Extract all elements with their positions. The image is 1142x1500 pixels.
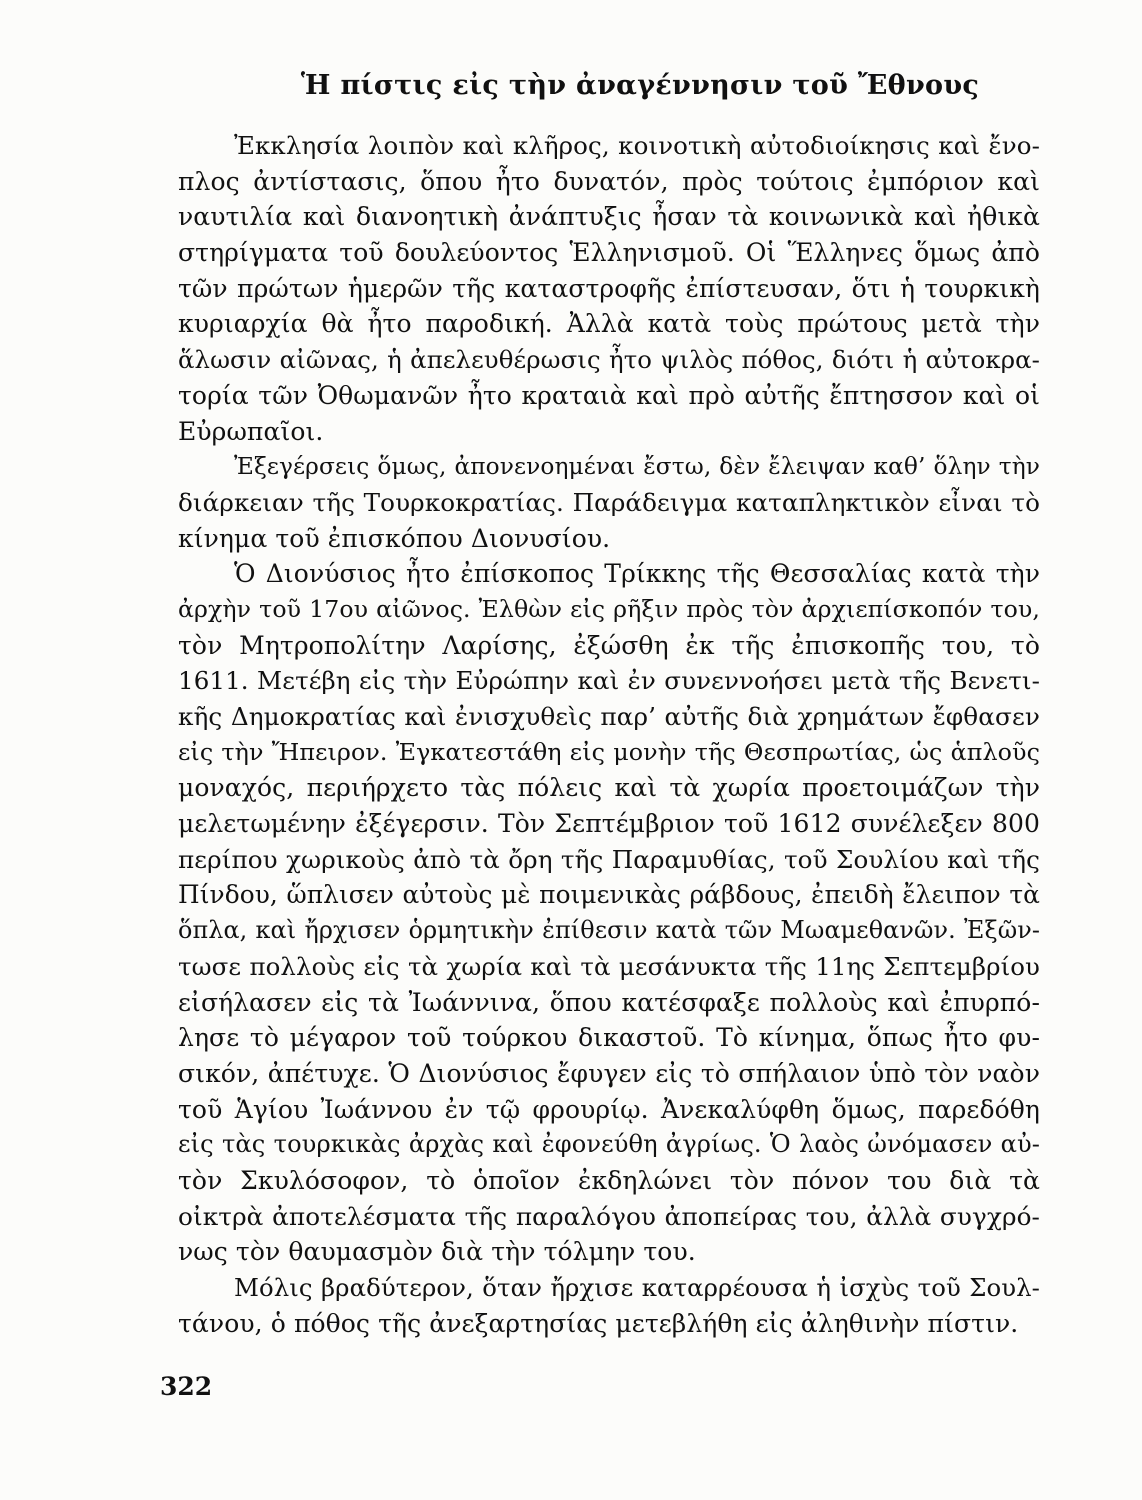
text-line: Εὐρωπαῖοι.: [178, 416, 324, 446]
text-line: εἰς τὰς τουρκικὰς ἀρχὰς καὶ ἐφονεύθη ἀγρίως. Ὁ λαὸς ὠνόμασεν αὐ-: [178, 1130, 1040, 1159]
page-title: Ἡ πίστις εἰς τὴν ἀναγέννησιν τοῦ Ἔθνους: [300, 70, 980, 101]
text-line: κίνημα τοῦ ἐπισκόπου Διονυσίου.: [178, 523, 611, 553]
text-line: πλος ἀντίστασις, ὅπου ἦτο δυνατόν, πρὸς τούτοις ἐμπόριον καὶ: [178, 166, 1040, 196]
text-line: Μόλις βραδύτερον, ὅταν ἤρχισε καταρρέουσα ἡ ἰσχὺς τοῦ Σουλ-: [234, 1273, 1040, 1302]
body-text: [178, 128, 1040, 1341]
text-line: ἅλωσιν αἰῶνας, ἡ ἀπελευθέρωσις ἦτο ψιλὸς πόθος, διότι ἡ αὐτοκρα-: [178, 345, 1040, 375]
text-line: ἀρχὴν τοῦ 17ου αἰῶνος. Ἐλθὼν εἰς ρῆξιν πρὸς τὸν ἀρχιεπίσκοπόν του,: [178, 594, 1040, 623]
page-number: 322: [160, 1372, 213, 1401]
text-line: τορία τῶν Ὀθωμανῶν ἦτο κραταιὰ καὶ πρὸ αὐτῆς ἔπτησσον καὶ οἱ: [178, 380, 1040, 410]
text-line: περίπου χωρικοὺς ἀπὸ τὰ ὄρη τῆς Παραμυθίας, τοῦ Σουλίου καὶ τῆς: [178, 844, 1040, 874]
text-line: μοναχός, περιήρχετο τὰς πόλεις καὶ τὰ χωρία προετοιμάζων τὴν: [178, 773, 1040, 803]
text-line: τάνου, ὁ πόθος τῆς ἀνεξαρτησίας μετεβλήθη εἰς ἀληθινὴν πίστιν.: [178, 1308, 1019, 1338]
text-line: τῶν πρώτων ἡμερῶν τῆς καταστροφῆς ἐπίστευσαν, ὅτι ἡ τουρκικὴ: [178, 273, 1040, 303]
text-line: διάρκειαν τῆς Τουρκοκρατίας. Παράδειγμα καταπληκτικὸν εἶναι τὸ: [178, 487, 1040, 517]
text-line: Ὁ Διονύσιος ἦτο ἐπίσκοπος Τρίκκης τῆς Θεσσαλίας κατὰ τὴν: [234, 559, 1040, 589]
text-line: Πίνδου, ὥπλισεν αὐτοὺς μὲ ποιμενικὰς ράβδους, ἐπειδὴ ἔλειπον τὰ: [178, 880, 1040, 910]
text-line: κῆς Δημοκρατίας καὶ ἐνισχυθεὶς παρ’ αὐτῆς διὰ χρημάτων ἔφθασεν: [178, 702, 1040, 731]
text-line: στηρίγματα τοῦ δουλεύοντος Ἑλληνισμοῦ. Οἱ Ἕλληνες ὅμως ἀπὸ: [178, 238, 1040, 268]
text-line: οἰκτρὰ ἀποτελέσματα τῆς παραλόγου ἀποπείρας του, ἀλλὰ συγχρό-: [178, 1201, 1040, 1231]
text-line: εἰς τὴν Ἤπειρον. Ἐγκατεστάθη εἰς μονὴν τῆς Θεσπρωτίας, ὡς ἁπλοῦς: [178, 737, 1040, 766]
text-line: ὅπλα, καὶ ἤρχισεν ὁρμητικὴν ἐπίθεσιν κατὰ τῶν Μωαμεθανῶν. Ἐξῶν-: [178, 916, 1040, 945]
text-line: εἰσήλασεν εἰς τὰ Ἰωάννινα, ὅπου κατέσφαξε πολλοὺς καὶ ἐπυρπό-: [178, 987, 1040, 1017]
text-line: ναυτιλία καὶ διανοητικὴ ἀνάπτυξις ἦσαν τὰ κοινωνικὰ καὶ ἠθικὰ: [178, 202, 1040, 232]
text-line: Ἐκκλησία λοιπὸν καὶ κλῆρος, κοινοτικὴ αὐτοδιοίκησις καὶ ἔνο-: [234, 131, 1040, 160]
text-line: τοῦ Ἁγίου Ἰωάννου ἐν τῷ φρουρίῳ. Ἀνεκαλύφθη ὅμως, παρεδόθη: [178, 1094, 1040, 1124]
text-line: μελετωμένην ἐξέγερσιν. Τὸν Σεπτέμβριον τοῦ 1612 συνέλεξεν 800: [178, 809, 1040, 839]
text-line: λησε τὸ μέγαρον τοῦ τούρκου δικαστοῦ. Τὸ κίνημα, ὅπως ἦτο φυ-: [178, 1023, 1040, 1053]
text-line: κυριαρχία θὰ ἦτο παροδική. Ἀλλὰ κατὰ τοὺς πρώτους μετὰ τὴν: [178, 309, 1040, 339]
text-line: σικόν, ἀπέτυχε. Ὁ Διονύσιος ἔφυγεν εἰς τὸ σπήλαιον ὑπὸ τὸν ναὸν: [178, 1058, 1040, 1088]
text-line: 1611. Μετέβη εἰς τὴν Εὐρώπην καὶ ἐν συνεννοήσει μετὰ τῆς Βενετι-: [178, 666, 1040, 696]
text-line: τὸν Μητροπολίτην Λαρίσης, ἐξώσθη ἐκ τῆς ἐπισκοπῆς του, τὸ: [178, 630, 1040, 660]
text-line: τωσε πολλοὺς εἰς τὰ χωρία καὶ τὰ μεσάνυκτα τῆς 11ης Σεπτεμβρίου: [178, 951, 1040, 981]
text-line: τὸν Σκυλόσοφον, τὸ ὁποῖον ἐκδηλώνει τὸν πόνον του διὰ τὰ: [178, 1165, 1040, 1195]
text-line: νως τὸν θαυμασμὸν διὰ τὴν τόλμην του.: [178, 1237, 696, 1267]
text-line: Ἐξεγέρσεις ὅμως, ἀπονενοημέναι ἔστω, δὲν ἔλειψαν καθ’ ὅλην τὴν: [234, 453, 1040, 481]
